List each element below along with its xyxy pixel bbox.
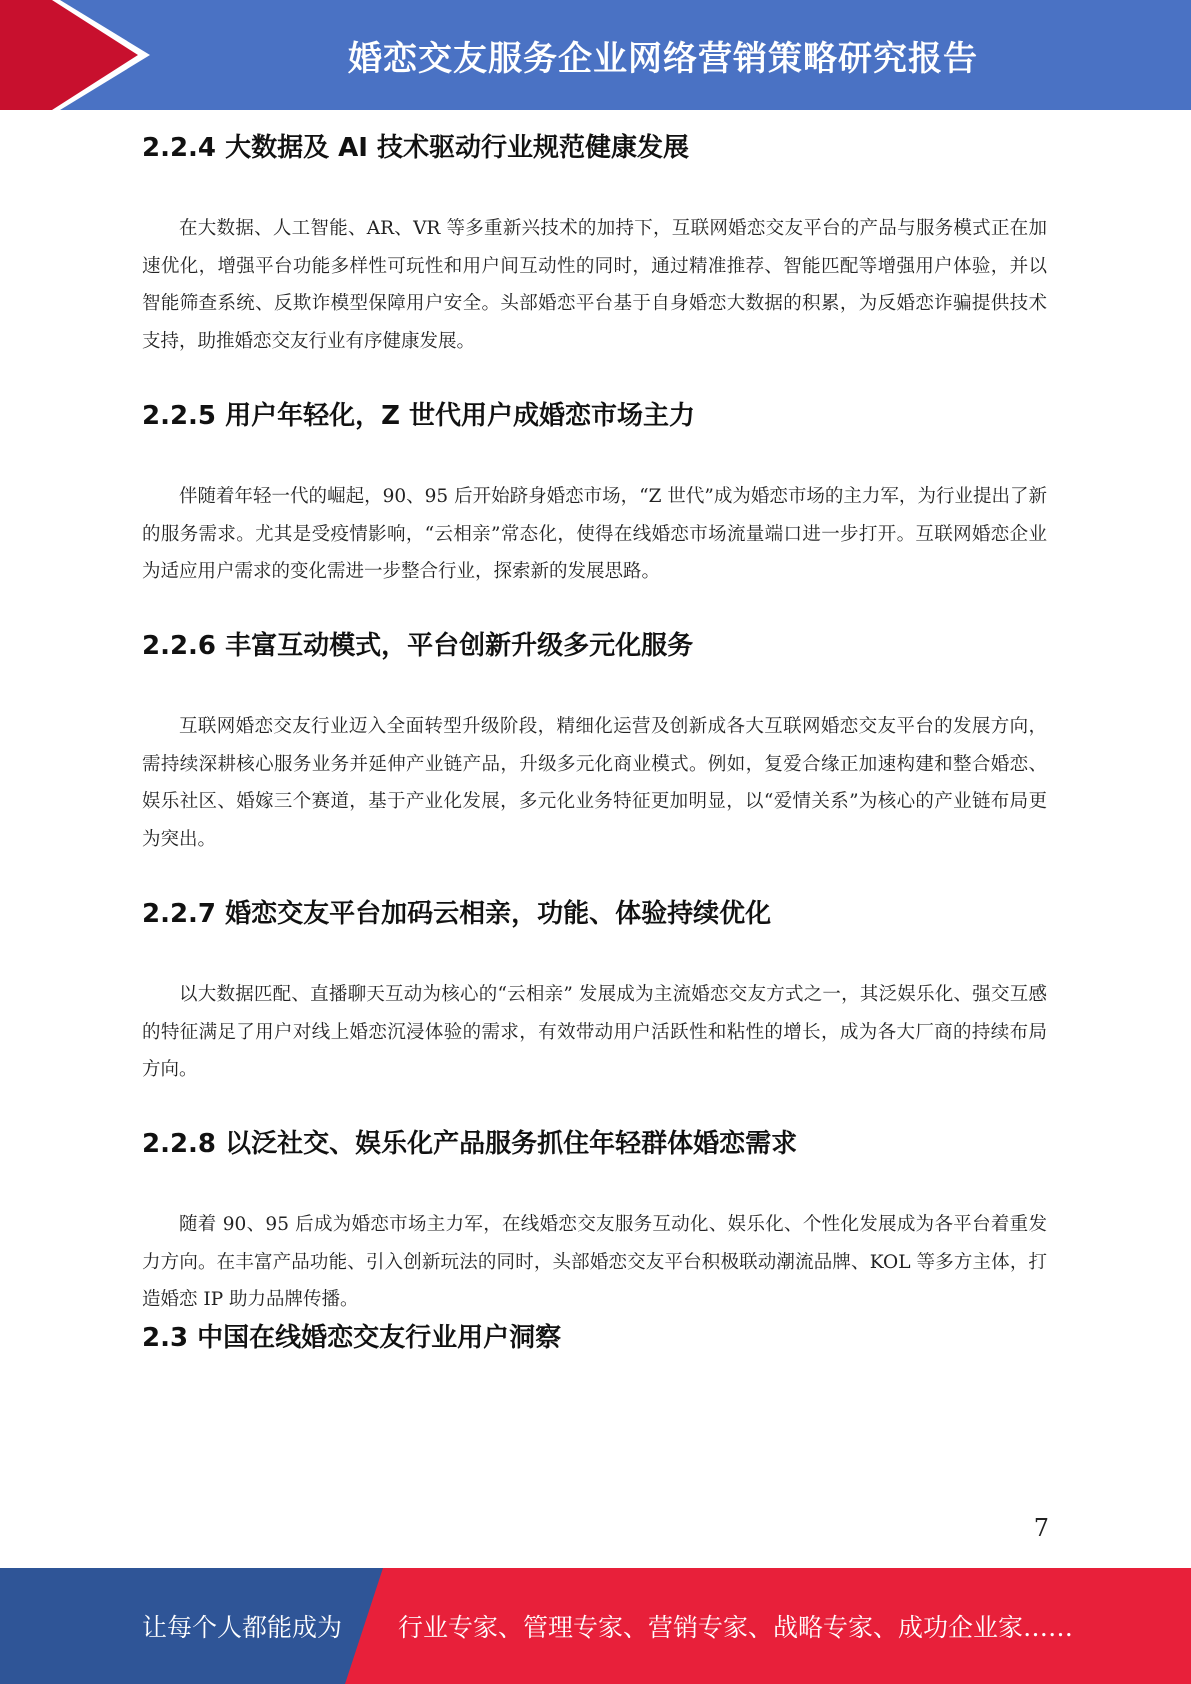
section-paragraph: 在大数据、人工智能、AR、VR 等多重新兴技术的加持下，互联网婚恋交友平台的产品与服务模式正在加速优化，增强平台功能多样性可玩性和用户间互动性的同时，通过精准推荐、智能匹配等增强用户体验，并以智能筛查系统、反欺诈模型保障用户安全。头部婚恋平台基于自身婚恋大数据的积累，为反婚恋诈骗提供技术支持，助推婚恋交友行业有序健康发展。	[142, 218, 1047, 352]
section-2-3	[142, 1308, 561, 1368]
section-2-2-5	[142, 386, 1047, 591]
footer-slogan-left: 让每个人都能成为	[142, 1613, 343, 1642]
header-title: 婚恋交友服务企业网络营销策略研究报告	[348, 38, 978, 79]
page-header	[0, 0, 1191, 110]
section-heading: 2.2.7 婚恋交友平台加码云相亲，功能、体验持续优化	[142, 899, 772, 929]
page-footer	[0, 1568, 1191, 1684]
section-heading: 2.3 中国在线婚恋交友行业用户洞察	[142, 1323, 562, 1353]
page-number: 7	[1033, 1514, 1049, 1542]
section-paragraph: 互联网婚恋交友行业迈入全面转型升级阶段，精细化运营及创新成各大互联网婚恋交友平台的发展方向，需持续深耕核心服务业务并延伸产业链产品，升级多元化商业模式。例如，复爱合缘正加速构建和整合婚恋、娱乐社区、婚嫁三个赛道，基于产业化发展，多元化业务特征更加明显，以“爱情关系”为核心的产业链布局更为突出。	[142, 716, 1047, 850]
section-heading: 2.2.4 大数据及 AI 技术驱动行业规范健康发展	[142, 133, 689, 163]
section-heading: 2.2.5 用户年轻化，Z 世代用户成婚恋市场主力	[142, 401, 695, 431]
section-heading: 2.2.6 丰富互动模式，平台创新升级多元化服务	[142, 631, 694, 661]
section-2-2-4	[142, 118, 1047, 360]
section-2-2-7	[142, 884, 1047, 1089]
section-paragraph: 伴随着年轻一代的崛起，90、95 后开始跻身婚恋市场，“Z 世代”成为婚恋市场的主力军，为行业提出了新的服务需求。尤其是受疫情影响，“云相亲”常态化，使得在线婚恋市场流量端口进一步打开。互联网婚恋企业为适应用户需求的变化需进一步整合行业，探索新的发展思路。	[142, 486, 1047, 582]
section-paragraph: 随着 90、95 后成为婚恋市场主力军，在线婚恋交友服务互动化、娱乐化、个性化发展成为各平台着重发力方向。在丰富产品功能、引入创新玩法的同时，头部婚恋交友平台积极联动潮流品牌、KOL 等多方主体，打造婚恋 IP 助力品牌传播。	[142, 1214, 1047, 1310]
section-heading: 2.2.8 以泛社交、娱乐化产品服务抓住年轻群体婚恋需求	[142, 1129, 798, 1159]
section-2-2-8	[142, 1114, 1047, 1319]
section-paragraph: 以大数据匹配、直播聊天互动为核心的“云相亲” 发展成为主流婚恋交友方式之一，其泛娱乐化、强交互感的特征满足了用户对线上婚恋沉浸体验的需求，有效带动用户活跃性和粘性的增长，成为各大厂商的持续布局方向。	[142, 984, 1047, 1080]
section-2-2-6	[142, 616, 1047, 858]
footer-slogan-right: 行业专家、管理专家、营销专家、战略专家、成功企业家……	[398, 1613, 1074, 1642]
